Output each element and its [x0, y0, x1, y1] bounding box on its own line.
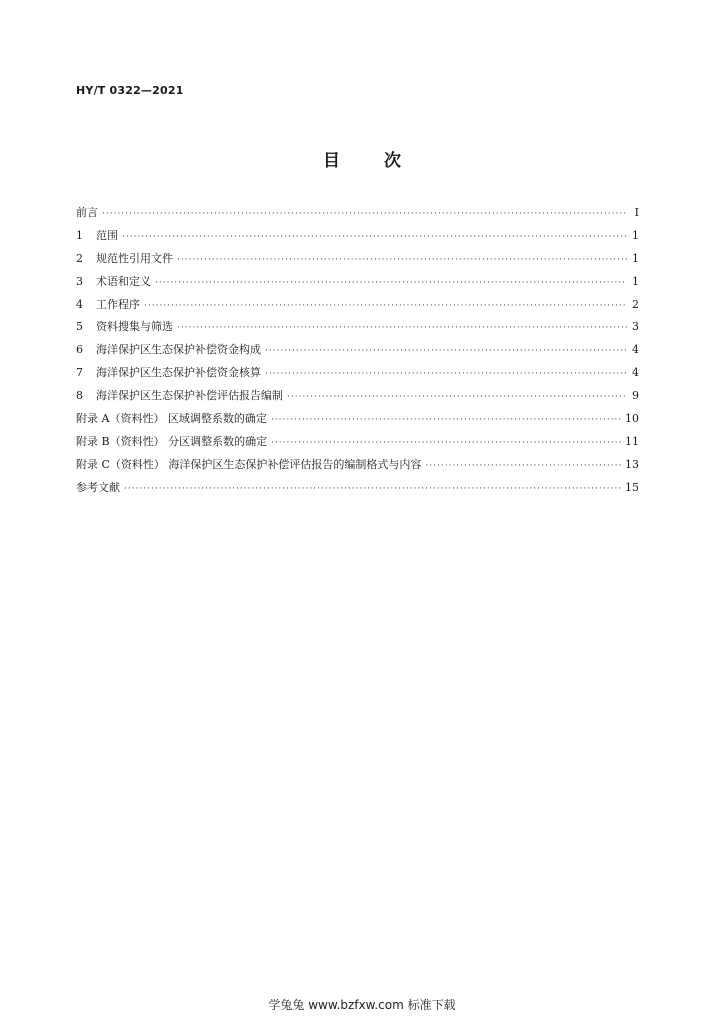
toc-leader-dots — [144, 301, 627, 311]
toc-entry-number: 7 — [76, 366, 83, 380]
toc-page-number: 1 — [632, 228, 639, 242]
toc-page-number: 9 — [632, 389, 639, 403]
toc-leader-dots — [102, 209, 627, 219]
toc-entry-4[interactable] — [76, 296, 639, 319]
toc-entry-number: 3 — [76, 274, 83, 288]
toc-entry-number: 2 — [76, 251, 83, 265]
table-of-contents — [76, 204, 639, 502]
toc-page-number: 3 — [632, 320, 639, 334]
footer-watermark: 学兔兔 www.bzfxw.com 标准下载 — [268, 998, 456, 1012]
toc-page-number: 1 — [632, 251, 639, 265]
toc-leader-dots — [265, 369, 627, 379]
toc-leader-dots — [271, 438, 621, 448]
toc-entry-appendix-a[interactable] — [76, 410, 639, 433]
toc-entry-text: 海洋保护区生态保护补偿资金核算 — [96, 366, 261, 380]
toc-entry-2[interactable] — [76, 250, 639, 273]
toc-leader-dots — [177, 323, 627, 333]
toc-page-number: 4 — [632, 366, 639, 380]
page-title: 目次 — [323, 151, 445, 171]
toc-entry-8[interactable] — [76, 387, 639, 410]
toc-entry-references[interactable] — [76, 479, 639, 502]
toc-entry-7[interactable] — [76, 364, 639, 387]
toc-entry-appendix-b[interactable] — [76, 433, 639, 456]
toc-entry-foreword[interactable] — [76, 204, 639, 227]
toc-entry-number: 8 — [76, 389, 83, 403]
toc-entry-text: 附录 C（资料性） 海洋保护区生态保护补偿评估报告的编制格式与内容 — [76, 457, 422, 471]
toc-entry-text: 工作程序 — [96, 297, 140, 311]
toc-entry-text: 资料搜集与筛选 — [96, 320, 173, 334]
toc-page-number: 13 — [625, 457, 639, 471]
toc-entry-text: 附录 B（资料性） 分区调整系数的确定 — [76, 434, 268, 448]
toc-leader-dots — [287, 392, 627, 402]
toc-page-number: I — [634, 206, 639, 219]
toc-entry-6[interactable] — [76, 341, 639, 364]
toc-entry-text: 参考文献 — [76, 480, 120, 494]
toc-entry-text: 前言 — [76, 206, 98, 219]
toc-leader-dots — [177, 255, 627, 265]
toc-entry-text: 海洋保护区生态保护补偿资金构成 — [96, 343, 261, 357]
toc-leader-dots — [155, 278, 627, 288]
toc-page-number: 11 — [625, 434, 639, 448]
toc-entry-1[interactable] — [76, 227, 639, 250]
toc-page-number: 15 — [625, 480, 639, 494]
toc-page-number: 1 — [632, 274, 639, 288]
toc-leader-dots — [271, 415, 621, 425]
toc-page-number: 2 — [632, 297, 639, 311]
toc-entry-text: 术语和定义 — [96, 274, 151, 288]
toc-entry-text: 海洋保护区生态保护补偿评估报告编制 — [96, 389, 283, 403]
toc-entry-3[interactable] — [76, 273, 639, 296]
document-code: HY/T 0322—2021 — [76, 84, 184, 97]
toc-entry-text: 附录 A（资料性） 区域调整系数的确定 — [76, 412, 267, 426]
toc-page-number: 10 — [625, 412, 639, 426]
toc-entry-number: 6 — [76, 343, 83, 357]
toc-leader-dots — [124, 484, 621, 494]
toc-page-number: 4 — [632, 343, 639, 357]
toc-entry-text: 规范性引用文件 — [96, 251, 173, 265]
toc-entry-number: 5 — [76, 320, 83, 334]
toc-leader-dots — [425, 461, 621, 471]
toc-entry-number: 1 — [76, 228, 83, 242]
toc-leader-dots — [265, 346, 627, 356]
toc-entry-5[interactable] — [76, 318, 639, 341]
toc-entry-appendix-c[interactable] — [76, 456, 639, 479]
toc-entry-number: 4 — [76, 297, 83, 311]
toc-leader-dots — [122, 232, 627, 242]
toc-entry-text: 范围 — [96, 228, 118, 242]
